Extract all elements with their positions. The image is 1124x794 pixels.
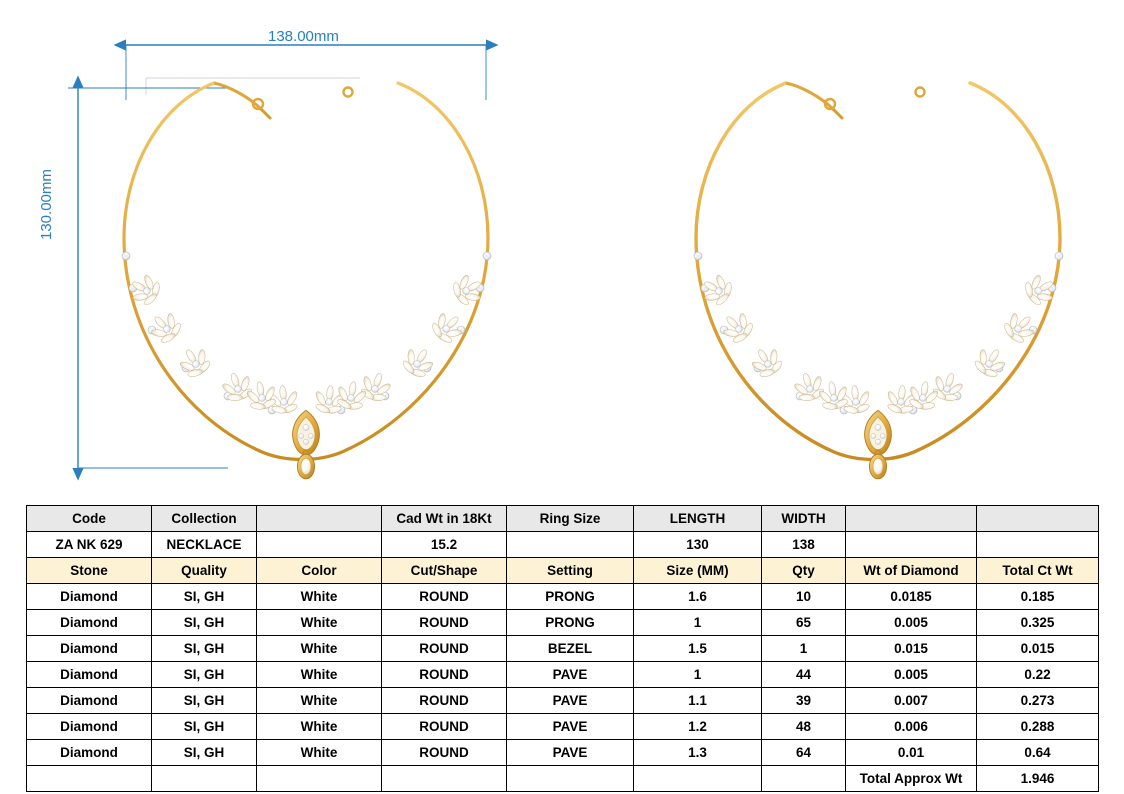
header-stone: Stone: [27, 558, 152, 584]
table-row: [27, 636, 1099, 662]
cell-quality: SI, GH: [152, 610, 257, 636]
header-blank-1: [257, 506, 382, 532]
cell-stone: Diamond: [27, 636, 152, 662]
total-empty-6: [634, 766, 762, 792]
cell-cut-shape: ROUND: [382, 636, 507, 662]
cell-stone: Diamond: [27, 740, 152, 766]
specification-table-container: [26, 505, 1098, 792]
total-approx-wt-label: Total Approx Wt: [846, 766, 977, 792]
table-values-row: [27, 532, 1099, 558]
cell-qty: 64: [762, 740, 846, 766]
cell-setting: PAVE: [507, 740, 634, 766]
value-cad-weight: 15.2: [382, 532, 507, 558]
total-empty-1: [27, 766, 152, 792]
cell-cut-shape: ROUND: [382, 662, 507, 688]
cell-total-ct-wt: 0.325: [977, 610, 1099, 636]
total-empty-5: [507, 766, 634, 792]
cell-color: White: [257, 740, 382, 766]
total-empty-4: [382, 766, 507, 792]
cell-qty: 44: [762, 662, 846, 688]
width-dimension-label: 138.00mm: [268, 28, 339, 45]
cell-wt-of-diamond: 0.01: [846, 740, 977, 766]
cell-size: 1.6: [634, 584, 762, 610]
height-dimension-label: 130.00mm: [38, 169, 55, 240]
header-blank-2: [846, 506, 977, 532]
table-total-row: [27, 766, 1099, 792]
cell-qty: 65: [762, 610, 846, 636]
value-ring-size: [507, 532, 634, 558]
value-blank-1: [257, 532, 382, 558]
cell-size: 1: [634, 662, 762, 688]
cell-cut-shape: ROUND: [382, 688, 507, 714]
necklace-view-render: [694, 83, 1063, 479]
table-header-row-1: [27, 506, 1099, 532]
cell-quality: SI, GH: [152, 636, 257, 662]
cell-quality: SI, GH: [152, 688, 257, 714]
cell-size: 1.1: [634, 688, 762, 714]
cell-stone: Diamond: [27, 662, 152, 688]
cell-wt-of-diamond: 0.015: [846, 636, 977, 662]
header-wt-of-diamond: Wt of Diamond: [846, 558, 977, 584]
cell-setting: PAVE: [507, 662, 634, 688]
header-quality: Quality: [152, 558, 257, 584]
header-qty: Qty: [762, 558, 846, 584]
value-blank-2: [846, 532, 977, 558]
cell-qty: 10: [762, 584, 846, 610]
specification-table: [26, 505, 1099, 792]
cell-total-ct-wt: 0.015: [977, 636, 1099, 662]
table-row: [27, 662, 1099, 688]
header-ring-size: Ring Size: [507, 506, 634, 532]
cell-cut-shape: ROUND: [382, 584, 507, 610]
cell-quality: SI, GH: [152, 740, 257, 766]
table-header-row-2: [27, 558, 1099, 584]
total-empty-7: [762, 766, 846, 792]
cell-setting: PRONG: [507, 610, 634, 636]
cell-qty: 1: [762, 636, 846, 662]
cell-size: 1.2: [634, 714, 762, 740]
cell-size: 1: [634, 610, 762, 636]
cell-wt-of-diamond: 0.0185: [846, 584, 977, 610]
cell-setting: PAVE: [507, 688, 634, 714]
cell-cut-shape: ROUND: [382, 714, 507, 740]
cell-wt-of-diamond: 0.005: [846, 610, 977, 636]
cell-stone: Diamond: [27, 688, 152, 714]
cell-color: White: [257, 636, 382, 662]
cell-quality: SI, GH: [152, 584, 257, 610]
cell-color: White: [257, 610, 382, 636]
cell-cut-shape: ROUND: [382, 740, 507, 766]
header-cad-weight: Cad Wt in 18Kt: [382, 506, 507, 532]
necklace-view-cad: [122, 83, 491, 479]
cell-total-ct-wt: 0.64: [977, 740, 1099, 766]
header-setting: Setting: [507, 558, 634, 584]
cell-color: White: [257, 662, 382, 688]
header-cut-shape: Cut/Shape: [382, 558, 507, 584]
header-total-ct-wt: Total Ct Wt: [977, 558, 1099, 584]
table-row: [27, 714, 1099, 740]
cell-setting: PRONG: [507, 584, 634, 610]
value-collection: NECKLACE: [152, 532, 257, 558]
header-collection: Collection: [152, 506, 257, 532]
cell-total-ct-wt: 0.22: [977, 662, 1099, 688]
value-code: ZA NK 629: [27, 532, 152, 558]
table-row: [27, 688, 1099, 714]
cell-wt-of-diamond: 0.007: [846, 688, 977, 714]
total-empty-3: [257, 766, 382, 792]
table-row: [27, 610, 1099, 636]
cell-color: White: [257, 714, 382, 740]
cell-setting: PAVE: [507, 714, 634, 740]
value-width: 138: [762, 532, 846, 558]
header-code: Code: [27, 506, 152, 532]
cell-qty: 48: [762, 714, 846, 740]
header-size-mm: Size (MM): [634, 558, 762, 584]
table-row: [27, 740, 1099, 766]
value-length: 130: [634, 532, 762, 558]
cell-size: 1.5: [634, 636, 762, 662]
header-length: LENGTH: [634, 506, 762, 532]
cell-total-ct-wt: 0.185: [977, 584, 1099, 610]
cell-stone: Diamond: [27, 610, 152, 636]
cell-cut-shape: ROUND: [382, 610, 507, 636]
cell-size: 1.3: [634, 740, 762, 766]
value-blank-3: [977, 532, 1099, 558]
cell-quality: SI, GH: [152, 714, 257, 740]
cell-color: White: [257, 584, 382, 610]
cell-quality: SI, GH: [152, 662, 257, 688]
cell-stone: Diamond: [27, 584, 152, 610]
header-color: Color: [257, 558, 382, 584]
table-row: [27, 584, 1099, 610]
cell-wt-of-diamond: 0.006: [846, 714, 977, 740]
cell-qty: 39: [762, 688, 846, 714]
cell-stone: Diamond: [27, 714, 152, 740]
total-empty-2: [152, 766, 257, 792]
header-blank-3: [977, 506, 1099, 532]
cell-color: White: [257, 688, 382, 714]
total-approx-wt-value: 1.946: [977, 766, 1099, 792]
cell-wt-of-diamond: 0.005: [846, 662, 977, 688]
cell-total-ct-wt: 0.288: [977, 714, 1099, 740]
cell-setting: BEZEL: [507, 636, 634, 662]
header-width: WIDTH: [762, 506, 846, 532]
cell-total-ct-wt: 0.273: [977, 688, 1099, 714]
